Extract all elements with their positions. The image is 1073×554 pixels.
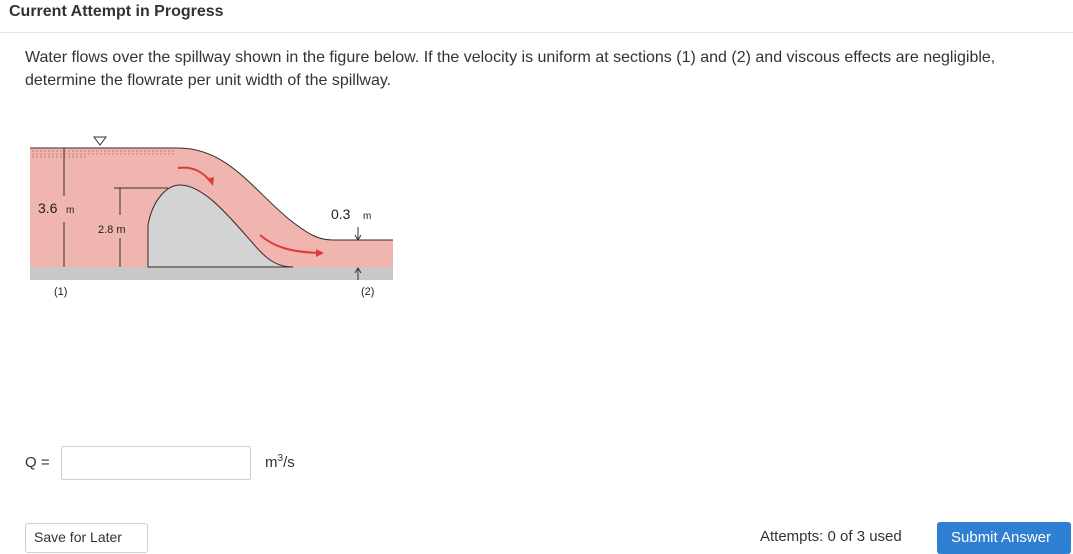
answer-label: Q = — [25, 454, 50, 471]
depth-upstream-label: 3.6 — [38, 200, 58, 216]
free-surface-icon — [94, 137, 106, 145]
depth-upstream-unit: m — [66, 205, 75, 216]
answer-unit — [265, 453, 295, 471]
depth-downstream-unit: m — [363, 211, 372, 222]
unit-exponent: 3 — [277, 453, 284, 464]
crest-height-label: 2.8 m — [98, 224, 126, 236]
question-text: Water flows over the spillway shown in the figure below. If the velocity is uniform at sections (1) and (2) and viscous effects are negligible, determine the flowrate per unit width of the spillway. — [25, 49, 996, 89]
header-divider — [0, 32, 1073, 33]
depth-downstream-label: 0.3 — [331, 206, 351, 222]
attempts-text: Attempts: 0 of 3 used — [760, 528, 902, 545]
submit-answer-button[interactable]: Submit Answer — [937, 522, 1071, 554]
save-for-later-button[interactable]: Save for Later — [25, 523, 148, 553]
section-1-label: (1) — [54, 286, 68, 298]
page-title: Current Attempt in Progress — [9, 3, 224, 20]
ground-base — [30, 267, 393, 280]
section-2-label: (2) — [361, 286, 375, 298]
unit-base: m — [265, 454, 278, 471]
unit-tail: /s — [283, 454, 295, 471]
spillway-figure — [28, 130, 398, 300]
flowrate-input[interactable] — [61, 446, 251, 480]
spillway-diagram — [28, 130, 398, 300]
